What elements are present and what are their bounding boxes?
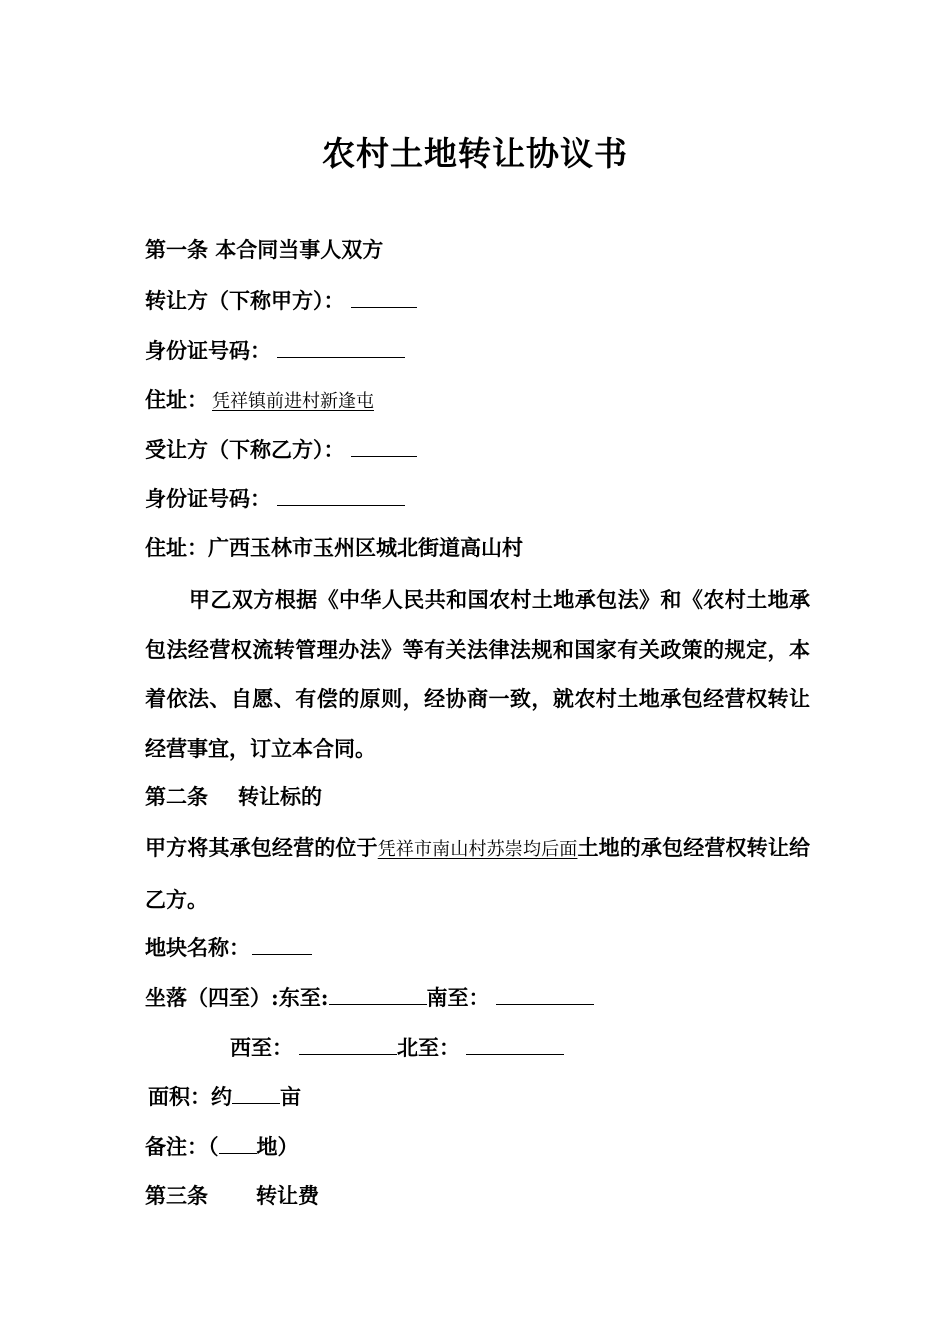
- east-blank: [329, 982, 427, 1005]
- id1-line: [145, 335, 405, 366]
- id2-blank: [277, 483, 405, 506]
- article3-heading-text: 转让费: [256, 1183, 319, 1208]
- article2-location: 凭祥市南山村苏崇均后面: [377, 839, 578, 860]
- west-label: 西至：: [230, 1035, 293, 1060]
- addr2-line: [145, 533, 523, 563]
- north-blank: [466, 1032, 564, 1055]
- remark-blank: [219, 1131, 257, 1154]
- article2-text-before: 甲方将其承包经营的位于: [145, 835, 378, 860]
- transferor-label: 转让方（下称甲方）：: [145, 288, 345, 313]
- document-title: 农村土地转让协议书: [322, 134, 628, 173]
- transferee-blank: [351, 434, 417, 457]
- article2-heading-num: 第二条: [145, 784, 208, 809]
- transferee-line: [145, 434, 417, 465]
- id2-line: [145, 483, 405, 514]
- addr2-value: 广西玉林市玉州区城北街道高山村: [208, 535, 523, 560]
- transferee-label: 受让方（下称乙方）：: [145, 437, 345, 462]
- area-line: [148, 1081, 301, 1112]
- area-unit: 亩: [280, 1084, 301, 1109]
- boundary-line-1: [145, 982, 594, 1013]
- remark-suffix: 地）: [256, 1134, 299, 1159]
- north-label: 北至：: [397, 1035, 460, 1060]
- addr1-line: [145, 385, 374, 417]
- article1-heading: 第一条 本合同当事人双方: [145, 237, 384, 262]
- article3-heading: [145, 1181, 319, 1211]
- plot-name-line: [145, 932, 312, 963]
- west-blank: [299, 1032, 397, 1055]
- addr1-value: 凭祥镇前进村新逢屯: [212, 391, 374, 412]
- south-label: 南至：: [426, 985, 490, 1010]
- boundary-line-2: [230, 1032, 564, 1063]
- remark-label: 备注：（: [145, 1134, 219, 1159]
- id2-label: 身份证号码：: [145, 486, 271, 511]
- article2-heading: [145, 782, 322, 812]
- plot-name-label: 地块名称：: [145, 935, 250, 960]
- area-label: 面积：约: [148, 1084, 232, 1109]
- area-blank: [232, 1081, 280, 1104]
- south-blank: [496, 982, 594, 1005]
- transferor-line: [145, 285, 417, 316]
- remark-line: [145, 1131, 299, 1162]
- article3-heading-num: 第三条: [145, 1183, 208, 1208]
- location-label: 坐落（四至）:东至:: [145, 985, 329, 1010]
- article2-paragraph: [145, 823, 810, 924]
- id1-label: 身份证号码：: [145, 338, 271, 363]
- addr1-label: 住址：: [145, 387, 208, 412]
- addr2-label: 住址：: [145, 535, 208, 560]
- article2-heading-text: 转让标的: [238, 784, 322, 809]
- article2-text-after: 土地的承包经营权转让给乙方。: [145, 835, 810, 912]
- plot-name-blank: [252, 932, 312, 955]
- id1-blank: [277, 335, 405, 358]
- transferor-blank: [351, 285, 417, 308]
- preamble-paragraph: 甲乙双方根据《中华人民共和国农村土地承包法》和《农村土地承包法经营权流转管理办法》等有关法律法规和国家有关政策的规定，本着依法、自愿、有偿的原则，经协商一致，就农村土地承包经营权转让经营事宜，订立本合同。: [145, 587, 810, 761]
